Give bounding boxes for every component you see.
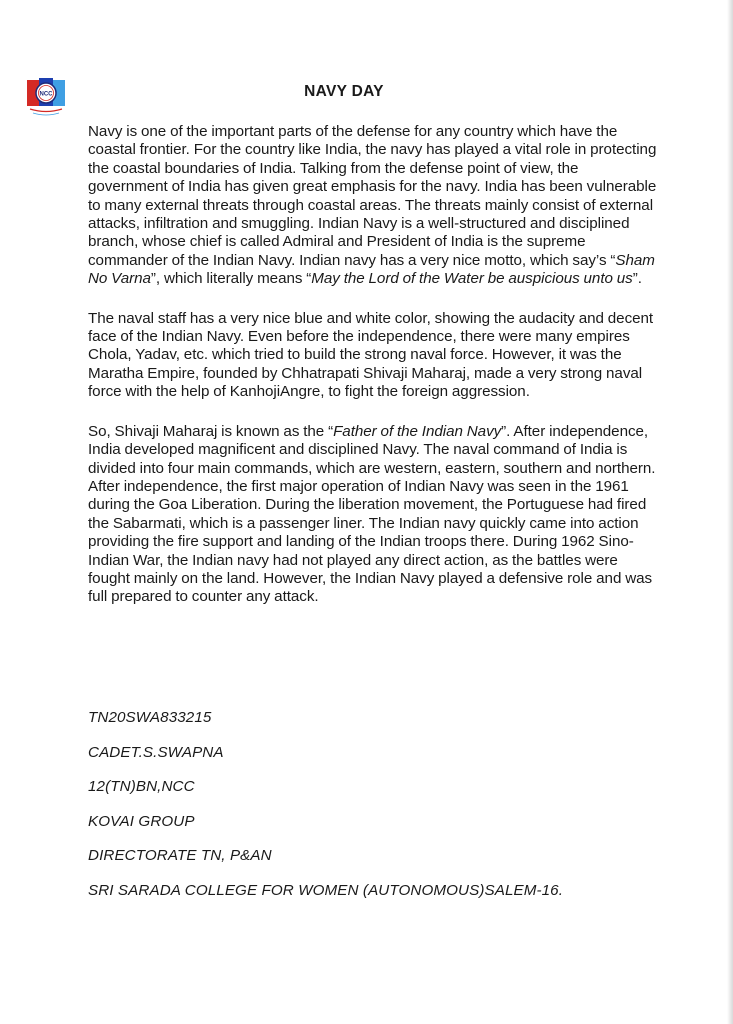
italic-phrase: Sham No Varna <box>88 251 655 288</box>
signature-college: SRI SARADA COLLEGE FOR WOMEN (AUTONOMOUS)SALEM-16. <box>88 881 564 899</box>
text-run: ”. After independence, India developed magnificent and disciplined Navy. The naval command of India is divided into four main commands, which are western, eastern, southern and northern. After independence, the first major operation of Indian Navy was seen in the 1961 during the Goa Liberation. During the liberation movement, the Portuguese had fired the Sabarmati, which is a passenger liner. The Indian navy quickly came into action providing the fire support and landing of the Indian troops there. During 1962 Sino-Indian War, the Indian navy had not played any direct action, as the battles were fought mainly on the land. However, the Indian Navy played a defensive role and was full prepared to counter any attack. <box>88 422 656 606</box>
paragraph <box>88 123 658 289</box>
text-run: So, Shivaji Maharaj is known as the “ <box>88 422 334 440</box>
signature-cadet-name: CADET.S.SWAPNA <box>88 743 224 761</box>
logo-letters: NCC <box>39 91 53 98</box>
signature-group: KOVAI GROUP <box>88 812 195 830</box>
paragraph <box>88 423 658 607</box>
page-edge-shadow <box>727 0 733 1024</box>
italic-phrase: May the Lord of the Water be auspicious unto us <box>311 270 633 288</box>
document-title: NAVY DAY <box>304 83 384 100</box>
italic-phrase: Father of the Indian Navy <box>333 422 502 440</box>
text-run: The naval staff has a very nice blue and white color, showing the audacity and decent face of the Indian Navy. Even before the independence, there were many empires Chola, Yadav, etc. which tried to build the strong naval force. However, it was the Maratha Empire, founded by Chhatrapati Shivaji Maharaj, made a very strong naval force with the help of KanhojiAngre, to fight the foreign aggression. <box>88 309 654 401</box>
signature-cadet-number: TN20SWA833215 <box>88 709 212 726</box>
text-run: ”, which literally means “ <box>150 270 312 288</box>
text-run: Navy is one of the important parts of the defense for any country which have the coastal frontier. For the country like India, the navy has played a vital role in protecting the coastal boundaries of India. Talking from the defense point of view, the government of India has given great emphasis for the navy. India has been vulnerable to many external threats through coastal areas. The threats mainly consist of external attacks, infiltration and smuggling. Indian Navy is a well-structured and disciplined branch, whose chief is called Admiral and President of India is the supreme commander of the Indian Navy. Indian navy has a very nice motto, which say’s “ <box>88 123 657 269</box>
signature-directorate: DIRECTORATE TN, P&AN <box>88 847 272 865</box>
paragraph <box>88 310 658 402</box>
text-run: ”. <box>632 270 642 288</box>
document-body <box>88 123 658 628</box>
signature-battalion: 12(TN)BN,NCC <box>88 778 195 796</box>
signature-block <box>88 709 688 917</box>
